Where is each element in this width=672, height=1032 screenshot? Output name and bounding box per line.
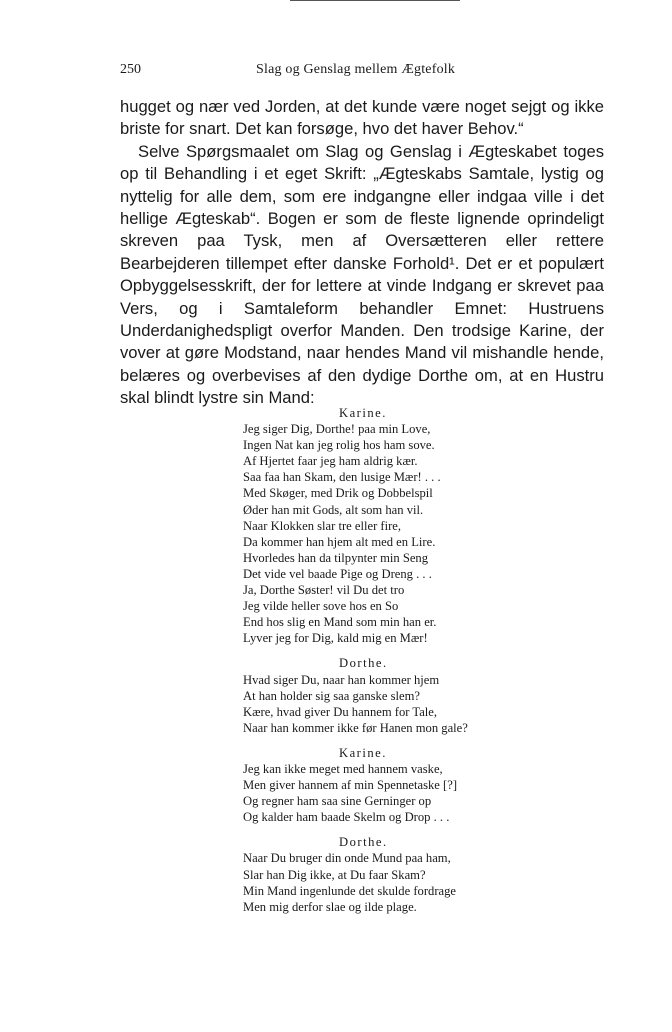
poem-line: Men giver hannem af min Spennetaske [?]: [243, 778, 458, 793]
poem-line: Men mig derfor slae og ilde plage.: [243, 899, 417, 914]
poem-stanza: [243, 761, 573, 825]
poem-line: Lyver jeg for Dig, kald mig en Mær!: [243, 631, 428, 646]
poem-line: Naar han kommer ikke før Hanen mon gale?: [243, 720, 468, 735]
poem-line: End hos slig en Mand som min han er.: [243, 615, 437, 630]
poem-line: Slar han Dig ikke, at Du faar Skam?: [243, 867, 426, 882]
poem-line: Hvorledes han da tilpynter min Seng: [243, 550, 429, 565]
poem-line: Af Hjertet faar jeg ham aldrig kær.: [243, 454, 418, 469]
poem-line: Naar Du bruger din onde Mund paa ham,: [243, 851, 451, 866]
page-header: [120, 62, 600, 82]
poem-line: Ja, Dorthe Søster! vil Du det tro: [243, 583, 405, 598]
poem: [243, 402, 573, 915]
body-text: [120, 96, 604, 410]
page-number: 250: [120, 62, 141, 77]
running-head: Slag og Genslag mellem Ægtefolk: [256, 62, 456, 77]
poem-line: Med Skøger, med Drik og Dobbelspil: [243, 486, 433, 501]
poem-line: Jeg siger Dig, Dorthe! paa min Love,: [243, 422, 431, 437]
speaker-name: Karine.: [339, 745, 387, 760]
poem-line: Hvad siger Du, naar han kommer hjem: [243, 672, 440, 687]
poem-line: Øder han mit Gods, alt som han vil.: [243, 502, 424, 517]
poem-stanza: [243, 421, 573, 646]
poem-line: Min Mand ingenlunde det skulde fordrage: [243, 883, 456, 898]
poem-line: Kære, hvad giver Du hannem for Tale,: [243, 704, 438, 719]
poem-stanza: [243, 850, 573, 914]
paragraph-2: Selve Spørgsmaalet om Slag og Genslag i Ægteskabet toges op til Behandling i et eget Skrift: „Ægteskabs Samtale, lystig og nyttelig for alle dem, som ere indgangne eller indgaa ville i det hellige Ægteskab“. Bogen er som de fleste lignende oprindeligt skreven paa Tysk, men af Oversætteren eller rettere Bearbejderen tillempet efter danske Forhold¹. Det er et populært Opbyggelsesskrift, der for lettere at vinde Indgang er skrevet paa Vers, og i Samtaleform behandler Emnet: Hustruens Underdanighedspligt overfor Manden. Den trodsige Karine, der vover at gøre Modstand, naar hendes Mand vil mishandle hende, belæres og overbevises af den dydige Dorthe om, at en Hustru skal blindt lystre sin Mand:: [120, 141, 604, 408]
poem-line: Saa faa han Skam, den lusige Mær! . . .: [243, 470, 441, 485]
speaker-name: Karine.: [339, 406, 387, 420]
poem-line: Det vide vel baade Pige og Dreng . . .: [243, 566, 432, 581]
poem-line: Jeg kan ikke meget med hannem vaske,: [243, 761, 443, 776]
speaker-name: Dorthe.: [339, 835, 388, 850]
poem-line: At han holder sig saa ganske slem?: [243, 688, 420, 703]
poem-stanza: [243, 672, 573, 736]
paragraph-1: hugget og nær ved Jorden, at det kunde være noget sejgt og ikke briste for snart. Det kan forsøge, hvo det haver Behov.“: [120, 97, 604, 139]
poem-line: Og kalder ham baade Skelm og Drop . . .: [243, 810, 450, 825]
top-rule: [290, 0, 460, 1]
poem-line: Da kommer han hjem alt med en Lire.: [243, 534, 436, 549]
poem-line: Jeg vilde heller sove hos en So: [243, 599, 399, 614]
poem-line: Naar Klokken slar tre eller fire,: [243, 518, 402, 533]
speaker-name: Dorthe.: [339, 656, 388, 671]
poem-line: Og regner ham saa sine Gerninger op: [243, 794, 432, 809]
poem-line: Ingen Nat kan jeg rolig hos ham sove.: [243, 438, 435, 453]
